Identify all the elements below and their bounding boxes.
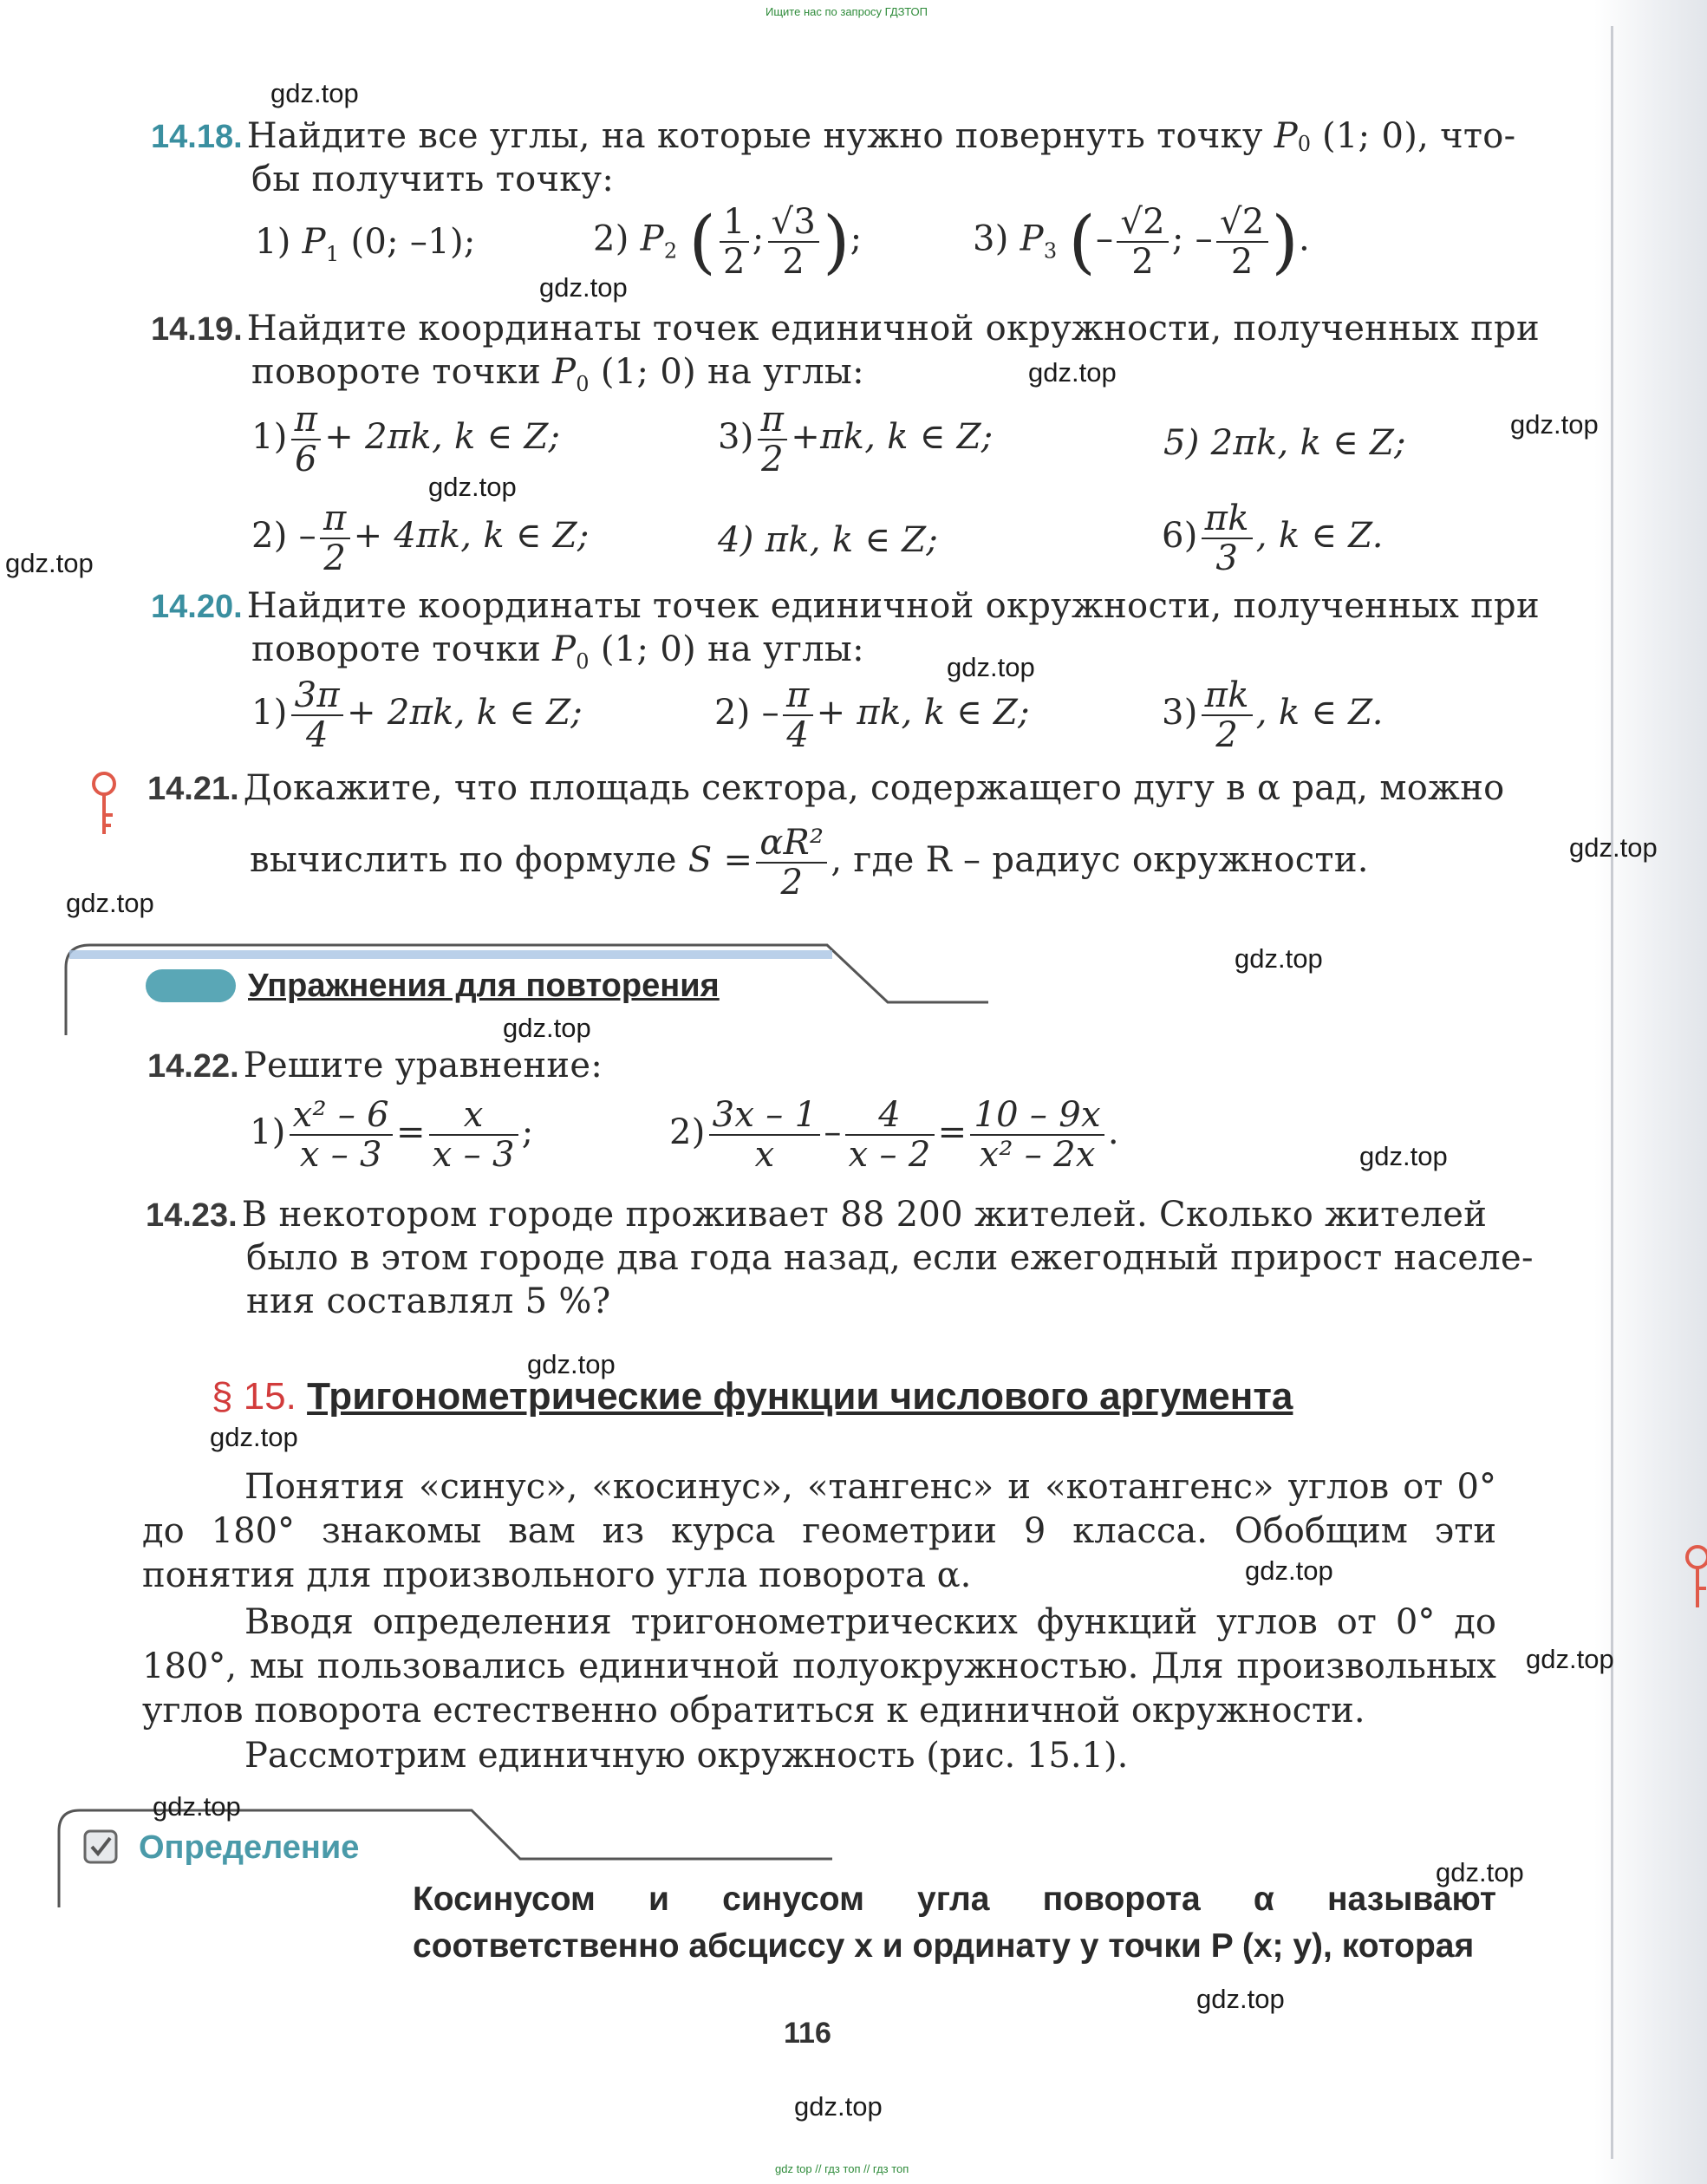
exercise-14-18-item2: 2) $P_2$ ( $\frac{1}{2}$ ; $\frac{√3}{2}$ );	[593, 201, 863, 282]
exercise-14-23-line2: было в этом городе два года назад, если ежегодный прирост населе-	[246, 1238, 1534, 1278]
exercise-14-20-item3: 3) $\frac{\pi k}{2}$ , k ∈ Z.	[1162, 675, 1384, 755]
exercise-14-19-item6: 6) $\frac{\pi k}{3}$ , k ∈ Z.	[1162, 499, 1384, 578]
exercise-14-19-item3: 3) $\frac{\pi}{2}$ +πk, k ∈ Z;	[718, 400, 994, 479]
key-icon	[85, 770, 123, 839]
exercise-14-19-item5: 5) 2πk, k ∈ Z;	[1163, 423, 1406, 463]
body-paragraph-3: Рассмотрим единичную окружность (рис. 15.1).	[244, 1736, 1129, 1776]
exercise-14-18-line1: 14.18. Найдите все углы, на которые нужно повернуть точку $P_0$ (1; 0), что-	[151, 116, 1516, 157]
exercise-14-20-item2: 2) – $\frac{\pi}{4}$ + πk, k ∈ Z;	[714, 675, 1030, 755]
repeat-header-title: Упражнения для повторения	[248, 968, 720, 1004]
exercise-14-19-item4: 4) πk, k ∈ Z;	[718, 520, 939, 560]
exercise-14-23-line1: 14.23. В некотором городе проживает 88 200 жителей. Сколько жителей	[146, 1195, 1488, 1235]
watermark: gdz.top	[1510, 409, 1599, 440]
watermark: gdz.top	[210, 1422, 298, 1452]
exercise-14-20-line1: 14.20. Найдите координаты точек единичной окружности, полученных при	[151, 586, 1540, 626]
exercise-14-18-item1: 1) $P_1$ (0; –1);	[255, 222, 476, 266]
watermark: gdz.top	[1196, 1984, 1285, 2014]
watermark: gdz.top	[527, 1349, 616, 1379]
key-icon	[1678, 1543, 1707, 1613]
exercise-14-18-line2: бы получить точку:	[251, 160, 615, 199]
repeat-header-badge	[146, 969, 236, 1002]
watermark: gdz.top	[428, 472, 517, 502]
body-paragraph-2: Вводя определения тригонометрических функций углов от 0° до 180°, мы пользовались единичной полуокружностью. Для произвольных углов поворота естественно обратиться к единичной окружности.	[142, 1602, 1496, 1731]
body-paragraph-1: Понятия «синус», «косинус», «тангенс» и «котангенс» углов от 0° до 180° знакомы вам из курса геометрии 9 класса. Обобщим эти понятия для произвольного угла поворота α.	[142, 1467, 1496, 1595]
definition-header: Определение	[139, 1829, 360, 1866]
exercise-14-22-line1: 14.22. Решите уравнение:	[147, 1046, 603, 1085]
exercise-14-19-line2: повороте точки $P_0$ (1; 0) на углы:	[251, 352, 864, 396]
watermark: gdz.top	[66, 888, 154, 918]
bottom-note: gdz top // гдз топ // гдз топ	[775, 2162, 909, 2175]
exercise-14-20-item1: 1) $\frac{3\pi}{4}$ + 2πk, k ∈ Z;	[251, 675, 583, 755]
exercise-14-18-item3: 3) $P_3$ (– $\frac{√2}{2}$ ; – $\frac{√2}{2}$ ).	[973, 201, 1311, 282]
exercise-number: 14.19.	[151, 311, 243, 348]
exercise-number: 14.23.	[146, 1197, 238, 1234]
watermark: gdz.top	[794, 2091, 883, 2122]
checkmark-icon	[83, 1829, 118, 1864]
watermark: gdz.top	[1028, 357, 1117, 388]
watermark: gdz.top	[1245, 1555, 1333, 1586]
exercise-14-20-line2: повороте точки $P_0$ (1; 0) на углы:	[251, 629, 864, 674]
top-search-note: Ищите нас по запросу ГДЗТОП	[766, 5, 928, 18]
watermark: gdz.top	[1526, 1644, 1614, 1674]
definition-text: Косинусом и синусом угла поворота α называют соответственно абсциссу x и ординату y точки P (x; y), которая	[413, 1881, 1496, 1965]
exercise-number: 14.20.	[151, 589, 243, 625]
exercise-number: 14.18.	[151, 119, 243, 155]
exercise-number: 14.22.	[147, 1048, 239, 1085]
exercise-14-22-eq1: 1) $\frac{\text{x² – 6}}{x - 3}$ = $\frac{x}{x - 3}$ ;	[250, 1095, 534, 1175]
exercise-14-19-item1: 1) $\frac{\pi}{6}$ + 2πk, k ∈ Z;	[251, 400, 561, 479]
page-fold-line	[1611, 26, 1613, 2159]
exercise-14-21-line1: 14.21. Докажите, что площадь сектора, содержащего дугу в α рад, можно	[147, 768, 1505, 808]
watermark: gdz.top	[153, 1791, 241, 1822]
exercise-14-19-line1: 14.19. Найдите координаты точек единичной окружности, полученных при	[151, 309, 1540, 349]
exercise-14-21-line2: вычислить по формуле S = $\frac{\text{αR²}}{2}$ , где R – радиус окружности.	[250, 823, 1369, 903]
section-title: § 15. Тригонометрические функции числового аргумента	[212, 1375, 1293, 1418]
exercise-number: 14.21.	[147, 771, 239, 807]
watermark: gdz.top	[1359, 1141, 1448, 1171]
exercise-14-23-line3: ния составлял 5 %?	[246, 1281, 611, 1321]
watermark: gdz.top	[1436, 1857, 1524, 1887]
watermark: gdz.top	[270, 78, 359, 108]
watermark: gdz.top	[1235, 943, 1323, 974]
watermark: gdz.top	[503, 1013, 591, 1043]
watermark: gdz.top	[5, 548, 94, 578]
watermark: gdz.top	[947, 652, 1035, 682]
exercise-14-22-eq2: 2) $\frac{3x - 1}{x}$ – $\frac{4}{x - 2}$ = $\frac{10 - 9x}{\text{x² – 2x}}$ .	[669, 1095, 1119, 1175]
exercise-14-19-item2: 2) – $\frac{\pi}{2}$ + 4πk, k ∈ Z;	[251, 499, 590, 578]
watermark: gdz.top	[1569, 832, 1658, 863]
page-number: 116	[784, 2017, 831, 2050]
watermark: gdz.top	[539, 272, 628, 303]
